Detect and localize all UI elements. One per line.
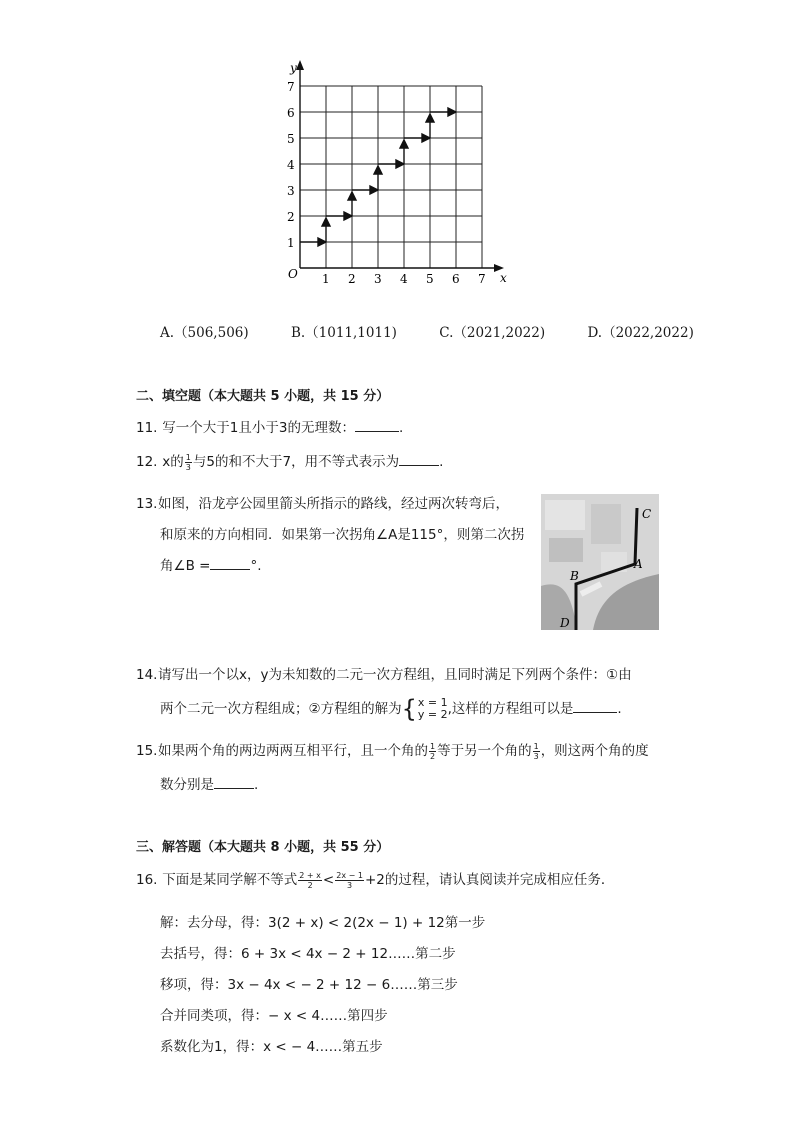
answer-blank[interactable] xyxy=(399,451,439,466)
question-11: 11. 写一个大于1且小于3的无理数： . xyxy=(136,417,403,438)
path-arrowhead xyxy=(422,134,430,142)
question-13: 13.如图，沿龙亭公园里箭头所指示的路线，经过两次转弯后， 和原来的方向相同．如果第一次拐角∠A是115°，则第二次拐 角∠B = °. xyxy=(136,489,524,582)
question-16: 16. 下面是某同学解不等式 $\frac{2 + x}{2}$ < $\frac{2x - 1}{3}$ +2的过程，请认真阅读并完成相应任务． xyxy=(136,870,615,890)
path-arrowhead xyxy=(370,186,378,194)
question-number: 16. xyxy=(136,872,158,888)
y-tick-label: 6 xyxy=(287,106,295,120)
path-arrowhead xyxy=(396,160,404,168)
step-3: 移项，得：3x − 4x < − 2 + 12 − 6……第三步 xyxy=(160,977,458,993)
question-number: 13. xyxy=(136,496,158,512)
fraction: $\frac{2 + x}{2}$ xyxy=(299,870,321,890)
x-axis-label: x xyxy=(500,271,507,285)
coordinate-grid-figure xyxy=(280,58,520,288)
step-1: 解：去分母，得：3(2 + x) < 2(2x − 1) + 12第一步 xyxy=(160,915,486,931)
path-arrowhead xyxy=(344,212,352,220)
path-arrowhead xyxy=(448,108,456,116)
path-arrowhead xyxy=(348,192,356,200)
y-tick-label: 1 xyxy=(287,236,295,250)
label-a: A xyxy=(634,557,643,571)
section-3-title: 三、解答题（本大题共 8 小题，共 55 分） xyxy=(136,840,390,855)
question-number: 12. xyxy=(136,454,158,470)
question-number: 14. xyxy=(136,667,158,683)
solution-steps xyxy=(160,908,485,1063)
answer-blank[interactable] xyxy=(210,555,250,570)
option-c[interactable]: C.（2021,2022) xyxy=(439,325,546,341)
path-arrowhead xyxy=(318,238,326,246)
step-2: 去括号，得：6 + 3x < 4x − 2 + 12……第二步 xyxy=(160,946,456,962)
fraction: $\frac{1}{3}$ xyxy=(533,741,539,761)
question-14: 14.请写出一个以x，y为未知数的二元一次方程组，且同时满足下列两个条件：①由 两个二元一次方程组成；②方程组的解为{ x = 1 y = 2 ,这样的方程组可以是 . xyxy=(136,658,632,726)
origin-label: O xyxy=(288,267,298,281)
y-tick-label: 2 xyxy=(287,210,295,224)
answer-blank[interactable] xyxy=(214,774,254,789)
option-d[interactable]: D.（2022,2022) xyxy=(587,325,694,341)
y-tick-labels xyxy=(287,80,295,250)
y-axis-label: y xyxy=(290,61,297,75)
answer-blank[interactable] xyxy=(355,417,399,432)
label-d: D xyxy=(560,616,570,630)
y-axis-arrowhead xyxy=(296,60,304,70)
question-text: 写一个大于1且小于3的无理数： xyxy=(162,420,355,436)
x-tick-label: 4 xyxy=(400,272,408,286)
path-arrowhead xyxy=(374,166,382,174)
fraction: $\frac{1}{2}$ xyxy=(430,741,436,761)
label-c: C xyxy=(642,507,652,521)
question-12: 12. x的 $\frac{1}{3}$ 与5的和不大于7，用不等式表示为 . xyxy=(136,452,444,472)
x-tick-label: 7 xyxy=(478,272,486,286)
label-b: B xyxy=(570,569,579,583)
y-tick-label: 7 xyxy=(287,80,295,94)
y-tick-label: 3 xyxy=(287,184,295,198)
y-tick-label: 5 xyxy=(287,132,295,146)
section-2-title: 二、填空题（本大题共 5 小题，共 15 分） xyxy=(136,389,390,404)
x-tick-label: 2 xyxy=(348,272,356,286)
x-tick-label: 6 xyxy=(452,272,460,286)
equation-system: { x = 1 y = 2 xyxy=(401,695,448,723)
fraction: $\frac{1}{3}$ xyxy=(185,452,191,472)
x-tick-label: 3 xyxy=(374,272,382,286)
question-number: 11. xyxy=(136,420,158,436)
option-a[interactable]: A.（506,506) xyxy=(160,325,249,341)
option-b[interactable]: B.（1011,1011) xyxy=(290,325,397,341)
path-arrowhead xyxy=(322,218,330,226)
answer-blank[interactable] xyxy=(573,698,617,713)
path-arrowhead xyxy=(426,114,434,122)
step-4: 合并同类项，得：− x < 4……第四步 xyxy=(160,1008,388,1024)
step-5: 系数化为1，得：x < − 4……第五步 xyxy=(160,1039,383,1055)
y-tick-label: 4 xyxy=(287,158,295,172)
park-route-photo xyxy=(541,494,659,630)
path-arrowhead xyxy=(400,140,408,148)
answer-options xyxy=(160,323,694,343)
x-tick-labels xyxy=(322,272,486,286)
x-tick-label: 1 xyxy=(322,272,330,286)
fraction: $\frac{2x - 1}{3}$ xyxy=(336,870,363,890)
question-15: 15.如果两个角的两边两两互相平行，且一个角的 $\frac{1}{2}$ 等于另一个角的 $\frac{1}{3}$ ，则这两个角的度 数分别是 . xyxy=(136,734,649,802)
x-tick-label: 5 xyxy=(426,272,434,286)
question-number: 15. xyxy=(136,743,158,759)
